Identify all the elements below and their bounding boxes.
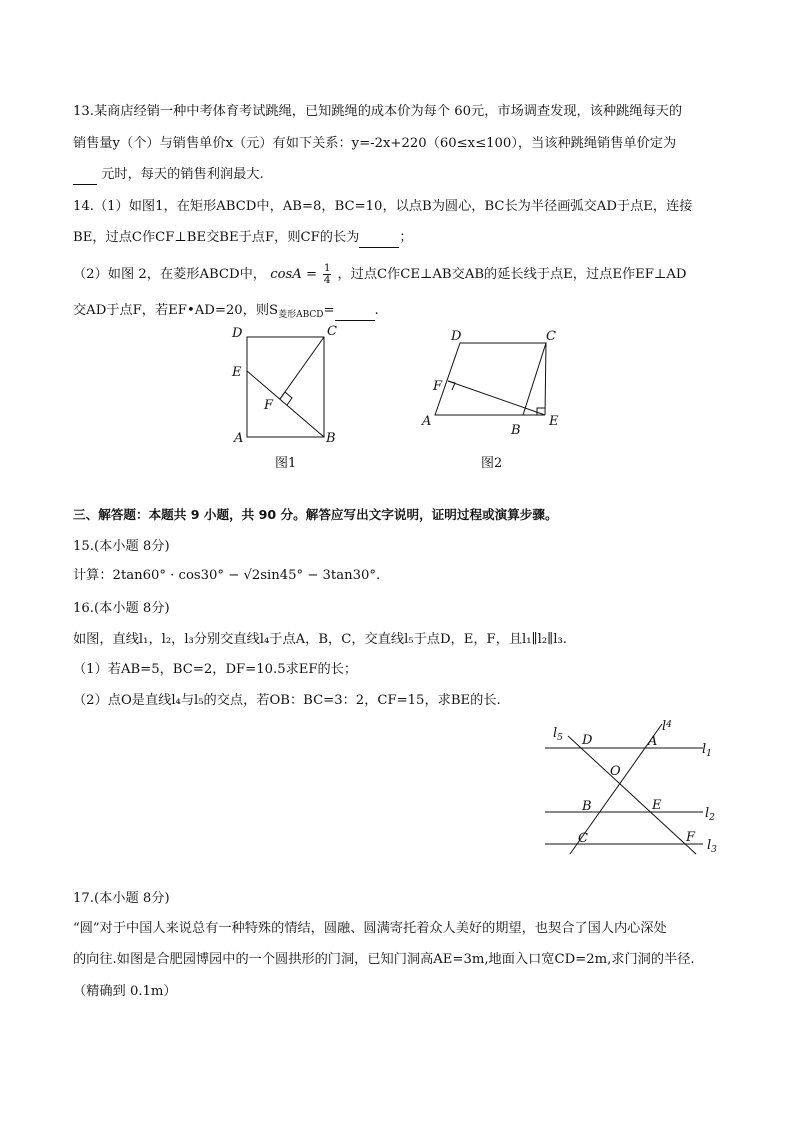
q15-body: 计算：2tan60° · cos30° − √2sin45° − 3tan30°. (73, 568, 381, 583)
label-A: A (234, 431, 244, 446)
section-heading: 三、解答题：本题共 9 小题，共 90 分。解答应写出文字说明，证明过程或演算步骤。 (73, 507, 558, 522)
q14-line4 (73, 302, 379, 324)
q17-title: 17.(本小题 8分) (73, 891, 170, 906)
label-l2-sub: 2 (709, 813, 715, 823)
q14-line2 (73, 229, 413, 248)
q16-line3: （2）点O是直线l₄与l₅的交点，若OB：BC=3：2，CF=15，求BE的长. (73, 693, 501, 708)
label-B: B (582, 799, 592, 814)
label-C: C (578, 831, 588, 846)
q14-line1: 14.（1）如图1，在矩形ABCD中，AB=8，BC=10，以点B为圆心，BC长为半径画弧交AD于点E，连接 (73, 199, 693, 214)
q14-line3-rest: ，过点C作CE⊥AB交AB的延长线于点E，过点E作EF⊥AD (337, 267, 687, 282)
label-l4-sub: 4 (666, 720, 672, 730)
label-F: F (433, 379, 443, 394)
label-l3-main: l (707, 838, 712, 853)
label-l2 (705, 806, 715, 823)
label-B: B (511, 423, 521, 438)
label-l1-sub: 1 (706, 749, 712, 759)
label-E: E (652, 798, 662, 813)
label-B: B (326, 431, 336, 446)
label-l5-sub: 5 (557, 733, 563, 743)
label-D: D (451, 329, 462, 344)
q14-line4-end: . (374, 303, 379, 318)
label-D: D (582, 733, 593, 748)
q13-line3 (73, 166, 264, 185)
q14-line3-text: （2）如图 2，在菱形ABCD中， (73, 267, 266, 282)
label-l4 (662, 719, 672, 734)
figure-3 (540, 716, 730, 856)
label-A: A (422, 414, 432, 429)
label-l1 (702, 742, 712, 759)
q13-line1: 13.某商店经销一种中考体育考试跳绳，已知跳绳的成本价为每个 60元，市场调查发现，该种跳绳每天的 (73, 104, 683, 119)
answer-blank (335, 302, 375, 321)
label-D: D (232, 326, 243, 341)
figure-1 (225, 322, 345, 472)
label-A: A (648, 734, 658, 749)
q13-line2: 销售量y（个）与销售单价x（元）有如下关系：y=-2x+220（60≤x≤100），当该种跳绳销售单价定为 (73, 136, 677, 151)
q14-line2-text: BE，过点C作CF⊥BE交BE于点F，则CF的长为 (73, 230, 360, 245)
q17-line1: “圆”对于中国人来说总有一种特殊的情结，圆融、圆满寄托着众人美好的期望，也契合了国人内心深处 (73, 921, 667, 936)
answer-blank (359, 229, 399, 248)
q14-line2-end: ； (399, 230, 413, 245)
fraction (323, 263, 331, 286)
cos-label: cosA = (270, 267, 318, 282)
label-C: C (327, 324, 337, 339)
q17-line2: 的向往.如图是合肥园博园中的一个圆拱形的门洞，已知门洞高AE=3m,地面入口宽CD=2m,求门洞的半径. (73, 952, 695, 967)
q14-line3 (73, 263, 686, 286)
figure-1-caption: 图1 (275, 456, 297, 471)
subscript-rhombus: 菱形ABCD (278, 310, 324, 320)
label-l5 (553, 726, 563, 743)
label-O: O (610, 764, 621, 779)
figure-2 (415, 322, 575, 472)
q16-line2: （1）若AB=5，BC=2，DF=10.5求EF的长； (73, 662, 358, 677)
answer-blank (73, 166, 97, 185)
fraction-numerator: 1 (323, 262, 331, 274)
label-l5-main: l (553, 726, 558, 741)
equals-sign: = (323, 303, 335, 318)
label-l3-sub: 3 (711, 845, 717, 855)
q16-title: 16.(本小题 8分) (73, 601, 170, 616)
label-E: E (232, 365, 242, 380)
label-F: F (264, 398, 274, 413)
label-l2-main: l (705, 806, 710, 821)
q16-line1: 如图，直线l₁，l₂，l₃分别交直线l₄于点A，B，C，交直线l₅于点D，E，F，且l₁∥l₂∥l₃. (73, 632, 567, 647)
label-l3 (707, 838, 717, 855)
fraction-denominator: 4 (323, 274, 331, 286)
label-l1-main: l (702, 742, 707, 757)
q17-line3: （精确到 0.1m） (73, 984, 177, 999)
label-E: E (549, 414, 559, 429)
label-l4-main: l (662, 719, 667, 734)
label-C: C (546, 329, 556, 344)
figure-2-caption: 图2 (481, 456, 503, 471)
q13-line3-text: 元时，每天的销售利润最大. (101, 167, 264, 182)
label-F: F (686, 830, 696, 845)
q14-line4-text: 交AD于点F，若EF•AD=20，则S (73, 303, 279, 318)
q15-title: 15.(本小题 8分) (73, 539, 170, 554)
